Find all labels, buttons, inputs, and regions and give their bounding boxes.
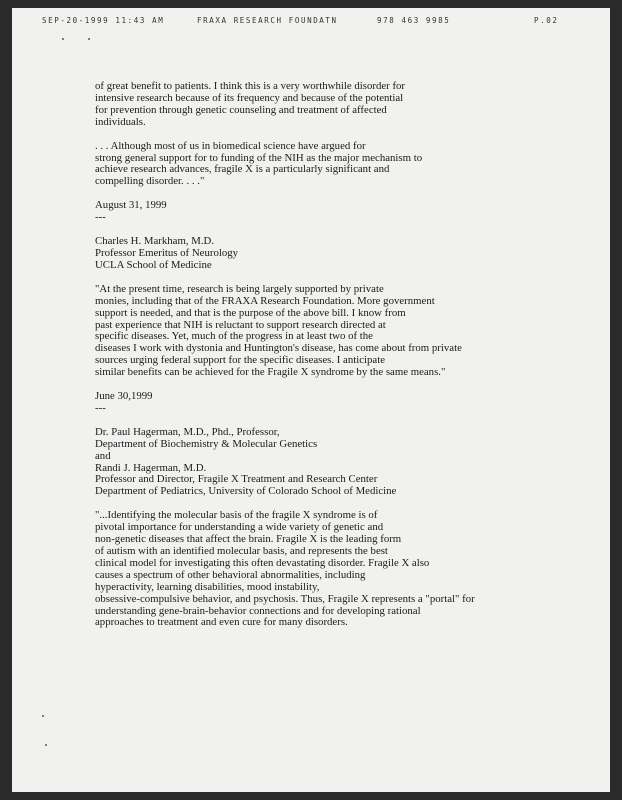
fax-datetime: SEP-20-1999 11:43 AM [42,16,165,25]
author-name: Randi J. Hagerman, M.D. [95,461,207,474]
text-line: strong general support for to funding of the NIH as the major mechanism to [95,151,423,164]
author-name: Charles H. Markham, M.D. [95,235,215,248]
scan-speck [88,38,90,40]
author-affiliation: UCLA School of Medicine [95,258,212,271]
text-line: support is needed, and that is the purpose of the above bill. I know from [95,306,406,319]
fax-sender: FRAXA RESEARCH FOUNDATN [197,16,338,25]
text-line: achieve research advances, fragile X is a particularly significant and [95,163,390,176]
text-line: . . . Although most of us in biomedical science have argued for [95,139,366,152]
author-title: Professor Emeritus of Neurology [95,246,239,259]
text-line: sources urging federal support for the specific diseases. I anticipate [95,354,386,367]
text-line: similar benefits can be achieved for the Fragile X syndrome by the same means." [95,366,446,379]
document-body [95,81,515,629]
text-line: understanding gene-brain-behavior connections and for developing rational [95,604,421,617]
scan-speck [42,715,44,717]
text-line: hyperactivity, learning disabilities, mood instability, [95,580,320,593]
date-june [95,391,515,415]
text-line: for prevention through genetic counseling and treatment of affected [95,103,387,116]
scan-speck [62,38,64,40]
date-august [95,200,515,224]
quote-nih-support [95,141,515,189]
paragraph-benefit [95,81,515,129]
text-line: "...Identifying the molecular basis of the fragile X syndrome is of [95,509,378,522]
author-affiliation: Department of Pediatrics, University of Colorado School of Medicine [95,485,397,498]
text-line: causes a spectrum of other behavioral abnormalities, including [95,568,366,581]
text-line: obsessive-compulsive behavior, and psychosis. Thus, Fragile X represents a "portal" for [95,592,475,605]
text-line: diseases I work with dystonia and Huntington's disease, has come about from private [95,342,462,355]
date-line: August 31, 1999 [95,199,167,212]
separator: --- [95,401,106,414]
separator: --- [95,211,106,224]
author-name: Dr. Paul Hagerman, M.D., Phd., Professor, [95,425,280,438]
text-line: specific diseases. Yet, much of the progress in at least two of the [95,330,373,343]
author-title: Professor and Director, Fragile X Treatment and Research Center [95,473,378,486]
text-line: monies, including that of the FRAXA Research Foundation. More government [95,294,435,307]
scan-speck [45,744,47,746]
text-line: pivotal importance for understanding a wide variety of genetic and [95,521,384,534]
text-line: "At the present time, research is being largely supported by private [95,282,384,295]
author-hagerman [95,427,515,498]
text-line: compelling disorder. . . ." [95,175,205,188]
quote-markham [95,284,515,379]
document-page [12,8,610,792]
text-line: intensive research because of its frequency and because of the potential [95,91,404,104]
fax-page-number: P.02 [534,16,559,25]
fax-phone: 978 463 9985 [377,16,451,25]
text-line: approaches to treatment and even cure for many disorders. [95,616,348,629]
text-line: clinical model for investigating this often devastating disorder. Fragile X also [95,556,430,569]
text-line: of autism with an identified molecular basis, and represents the best [95,545,388,557]
date-line: June 30,1999 [95,390,153,403]
text-line: non-genetic diseases that affect the brain. Fragile X is the leading form [95,533,402,546]
author-markham [95,236,515,272]
text-line: individuals. [95,115,146,128]
conjunction: and [95,449,111,462]
text-line: past experience that NIH is reluctant to support research directed at [95,318,386,331]
author-affiliation: Department of Biochemistry & Molecular Genetics [95,437,318,450]
quote-hagerman [95,510,515,629]
text-line: of great benefit to patients. I think this is a very worthwhile disorder for [95,80,406,92]
